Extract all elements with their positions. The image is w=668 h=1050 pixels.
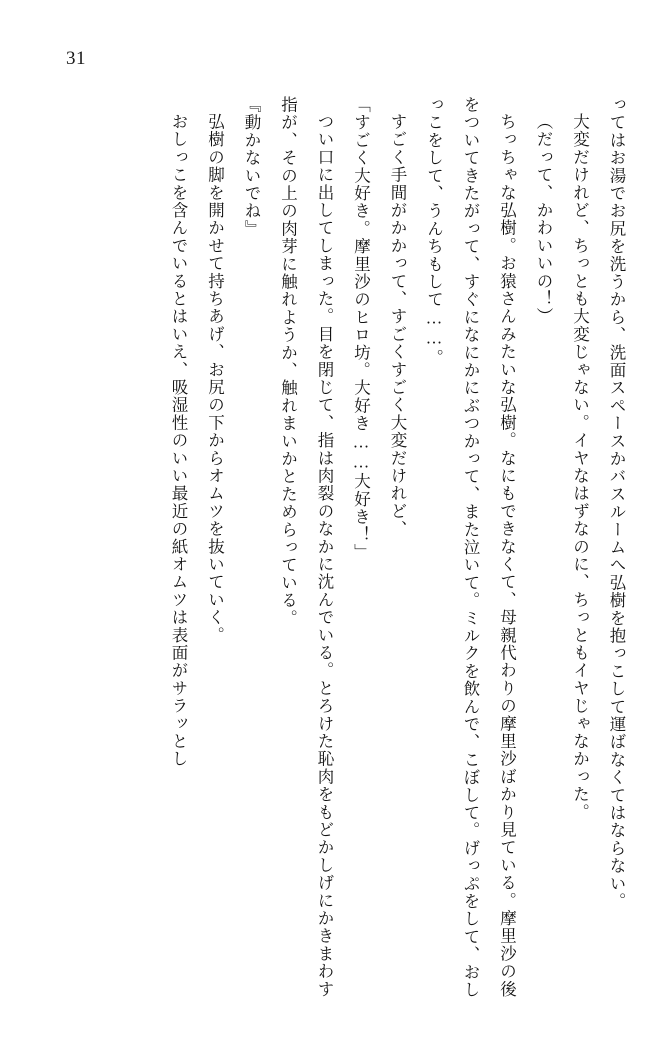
paragraph: すごく手間がかかって、すごくすごく大変だけれど、 bbox=[388, 112, 407, 538]
page-body-text bbox=[38, 96, 634, 1014]
paragraph: 大変だけれど、ちっとも大変じゃない。イヤなはずなのに、ちっともイヤじゃなかった。 bbox=[570, 112, 590, 821]
paragraph: 『動かないでね』 bbox=[242, 96, 261, 238]
paragraph: ちっちゃな弘樹。お猿さんみたいな弘樹。なにもできなくて、母親代わりの摩里沙ばかり見ている。摩里沙の後をついてきたがって、すぐになにかにぶつかって、また泣いて。ミルクを飲んで、こぼして。げっぷをして、おしっこをして、うんちもして……。 bbox=[424, 96, 517, 999]
paragraph: 弘樹の脚を開かせて持ちあげ、お尻の下からオムツを抜いていく。 bbox=[205, 112, 225, 644]
paragraph: 「すごく大好き。摩里沙のヒロ坊。大好き……大好き！」 bbox=[351, 96, 371, 562]
paragraph: つい口に出してしまった。目を閉じて、指は肉裂のなかに沈んでいる。とろけた恥肉をもどかしげにかきまわす指が、その上の肉芽に触れようか、触れまいかとためらっている。 bbox=[278, 96, 334, 998]
paragraph: おしっこを含んでいるとはいえ、吸湿性のいい最近の紙オムツは表面がサラッとし bbox=[169, 112, 188, 768]
page-number: 31 bbox=[66, 48, 86, 69]
paragraph: ってはお湯でお尻を洗うから、洗面スペースかバスルームへ弘樹を抱っこして運ばなくてはならない。 bbox=[607, 96, 626, 911]
paragraph: （だって、かわいいの！） bbox=[534, 112, 553, 325]
